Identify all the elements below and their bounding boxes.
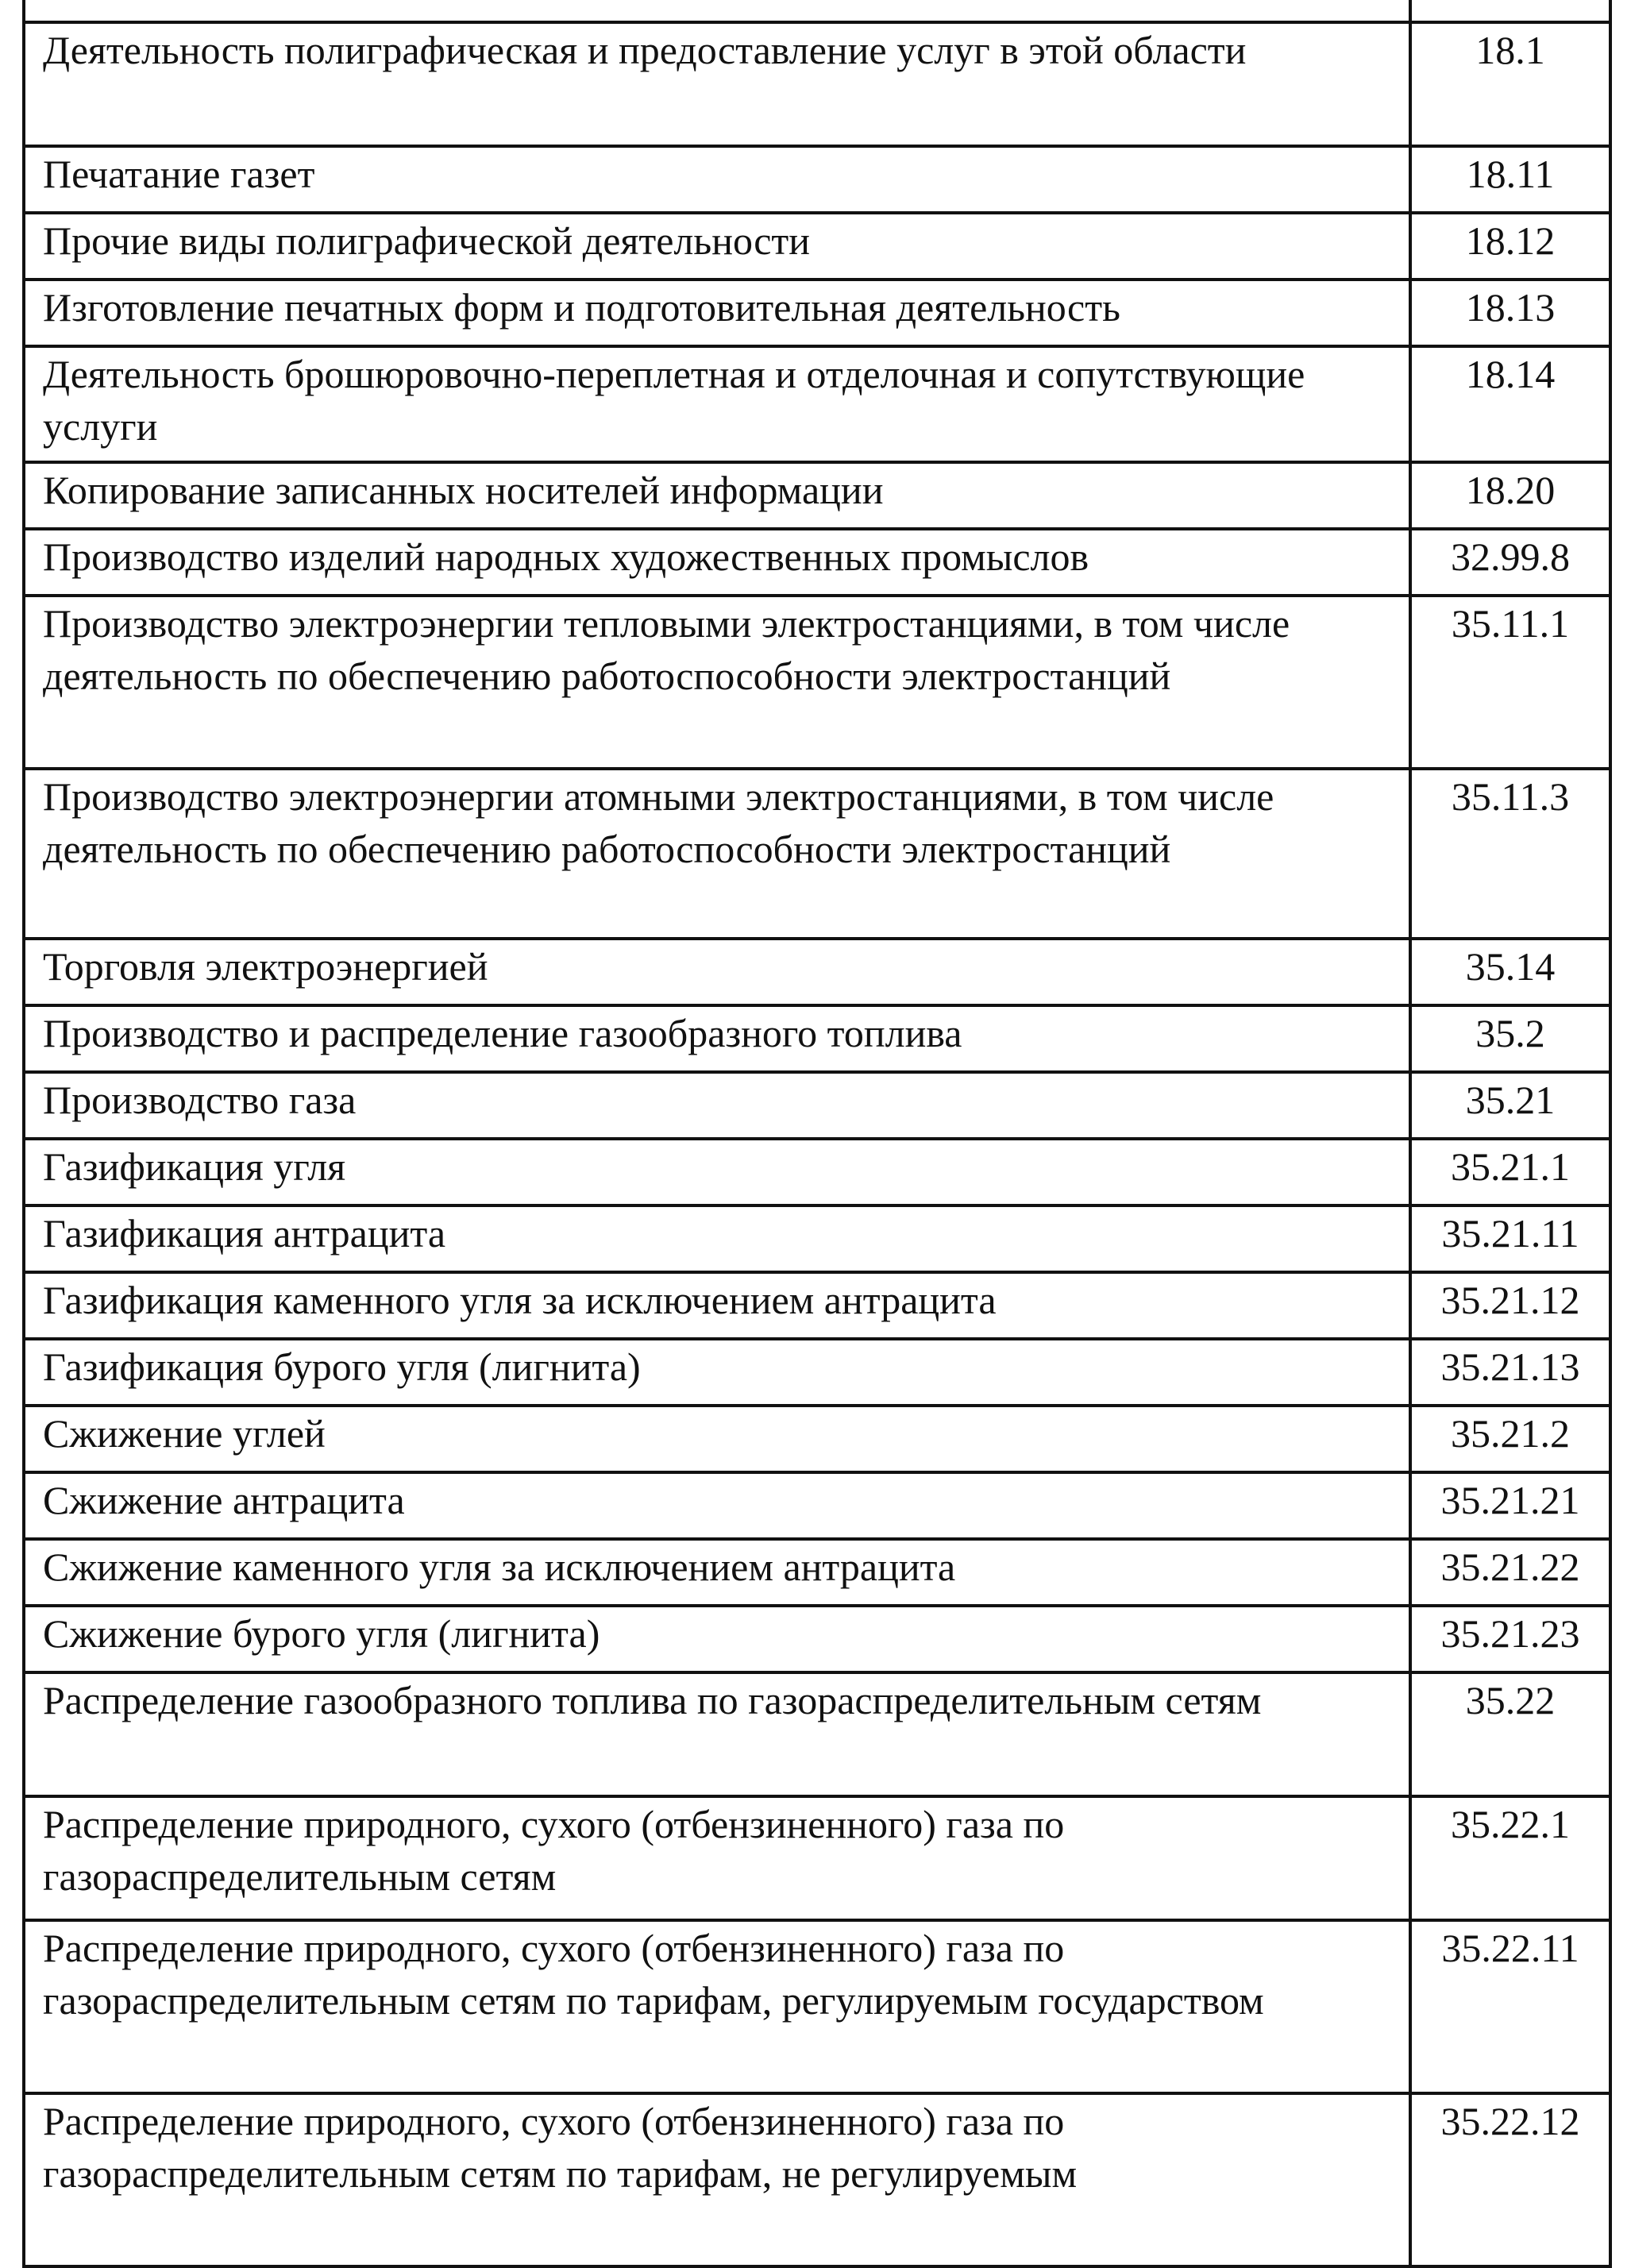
activity-name: Торговля электроэнергией	[24, 939, 1410, 1005]
activity-code: 18.1	[1410, 22, 1610, 146]
activity-code: 18.20	[1410, 462, 1610, 529]
activity-code: 35.11.1	[1410, 596, 1610, 769]
activity-name: Сжижение углей	[24, 1406, 1410, 1472]
table-row	[24, 1920, 1610, 2093]
activity-name: Производство изделий народных художественных промыслов	[24, 529, 1410, 596]
table-row	[24, 596, 1610, 769]
activity-name: Производство электроэнергии тепловыми электростанциями, в том числе деятельность по обеспечению работоспособности электростанций	[24, 596, 1410, 769]
activity-code: 35.14	[1410, 939, 1610, 1005]
table-row	[24, 1139, 1610, 1205]
activity-code: 18.12	[1410, 213, 1610, 280]
activity-name: Распределение природного, сухого (отбензиненного) газа по газораспределительным сетям по тарифам, регулируемым государством	[24, 1920, 1410, 2093]
activity-name: Печатание газет	[24, 146, 1410, 213]
activity-code: 35.21.11	[1410, 1205, 1610, 1272]
activity-name: Газификация антрацита	[24, 1205, 1410, 1272]
activity-name: Распределение природного, сухого (отбензиненного) газа по газораспределительным сетям	[24, 1796, 1410, 1920]
activity-code: 35.21.21	[1410, 1472, 1610, 1539]
table-row	[24, 1406, 1610, 1472]
table-row	[24, 529, 1610, 596]
table-row	[24, 22, 1610, 146]
table-row	[24, 2093, 1610, 2266]
activity-name-cell	[24, 0, 1410, 22]
table-row	[24, 1539, 1610, 1606]
activity-codes-table	[22, 0, 1612, 2268]
table-row	[24, 1272, 1610, 1339]
table-row	[24, 146, 1610, 213]
activity-name: Газификация каменного угля за исключением антрацита	[24, 1272, 1410, 1339]
activity-code: 35.21.22	[1410, 1539, 1610, 1606]
activity-name: Деятельность брошюровочно-переплетная и отделочная и сопутствующие услуги	[24, 346, 1410, 462]
activity-code: 35.22.1	[1410, 1796, 1610, 1920]
activity-code: 32.99.8	[1410, 529, 1610, 596]
activity-name: Изготовление печатных форм и подготовительная деятельность	[24, 280, 1410, 346]
document-page	[22, 0, 1609, 2268]
activity-code: 18.11	[1410, 146, 1610, 213]
activity-name: Производство электроэнергии атомными электростанциями, в том числе деятельность по обеспечению работоспособности электростанций	[24, 769, 1410, 939]
activity-code: 18.13	[1410, 280, 1610, 346]
activity-code: 18.14	[1410, 346, 1610, 462]
activity-name: Газификация угля	[24, 1139, 1410, 1205]
table-row	[24, 1472, 1610, 1539]
table-row	[24, 1672, 1610, 1796]
activity-name: Прочие виды полиграфической деятельности	[24, 213, 1410, 280]
activity-name: Деятельность полиграфическая и предоставление услуг в этой области	[24, 22, 1410, 146]
activity-code-cell	[1410, 0, 1610, 22]
table-row-continued	[24, 0, 1610, 22]
table-row	[24, 462, 1610, 529]
activity-name: Сжижение каменного угля за исключением антрацита	[24, 1539, 1410, 1606]
activity-code: 35.2	[1410, 1005, 1610, 1072]
activity-code: 35.11.3	[1410, 769, 1610, 939]
activity-name: Копирование записанных носителей информации	[24, 462, 1410, 529]
activity-code: 35.22.11	[1410, 1920, 1610, 2093]
table-row	[24, 769, 1610, 939]
activity-name: Производство газа	[24, 1072, 1410, 1139]
table-row	[24, 1606, 1610, 1672]
activity-name: Распределение природного, сухого (отбензиненного) газа по газораспределительным сетям по тарифам, не регулируемым	[24, 2093, 1410, 2266]
activity-name: Производство и распределение газообразного топлива	[24, 1005, 1410, 1072]
activity-code: 35.21.2	[1410, 1406, 1610, 1472]
activity-name: Сжижение антрацита	[24, 1472, 1410, 1539]
table-row	[24, 1005, 1610, 1072]
table-row	[24, 280, 1610, 346]
activity-name: Сжижение бурого угля (лигнита)	[24, 1606, 1410, 1672]
activity-code: 35.21	[1410, 1072, 1610, 1139]
table-row	[24, 1072, 1610, 1139]
activity-name: Распределение газообразного топлива по газораспределительным сетям	[24, 1672, 1410, 1796]
activity-code: 35.22	[1410, 1672, 1610, 1796]
activity-code: 35.21.13	[1410, 1339, 1610, 1406]
table-row	[24, 939, 1610, 1005]
table-row	[24, 1205, 1610, 1272]
activity-code: 35.21.1	[1410, 1139, 1610, 1205]
activity-code: 35.21.12	[1410, 1272, 1610, 1339]
table-row	[24, 346, 1610, 462]
activity-code: 35.21.23	[1410, 1606, 1610, 1672]
activity-code: 35.22.12	[1410, 2093, 1610, 2266]
table-row	[24, 213, 1610, 280]
table-row	[24, 1796, 1610, 1920]
activity-name: Газификация бурого угля (лигнита)	[24, 1339, 1410, 1406]
table-row	[24, 1339, 1610, 1406]
